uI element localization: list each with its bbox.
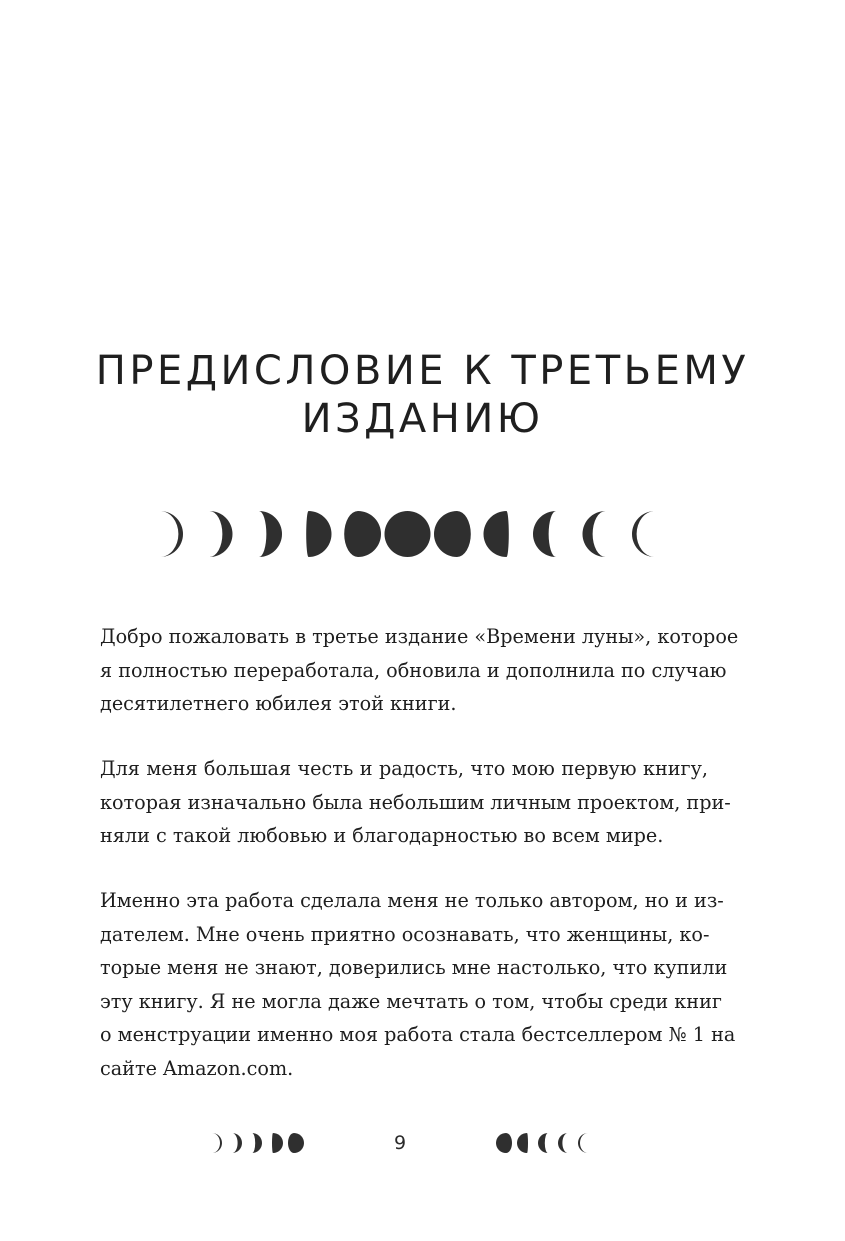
page-title-line-1: ПРЕДИСЛОВИЕ К ТРЕТЬЕМУ [95,348,750,394]
paragraph-3 [100,884,736,1085]
moon-phases-right-icon [488,1128,608,1158]
moon-phase-icon [484,511,509,557]
moon-phase-icon [344,511,381,557]
text-line: я полностью переработала, обновила и дополнила по случаю [100,658,727,682]
paragraph-1 [100,620,739,721]
moon-phase-icon [212,1133,222,1153]
moon-phase-icon [496,1133,512,1153]
moon-phase-icon [632,511,655,557]
moon-phase-icon [578,1133,588,1153]
moon-phase-icon [259,511,282,557]
text-line: Добро пожаловать в третье издание «Времени луны», которое [100,625,739,648]
moon-phase-icon [288,1133,304,1153]
moon-phase-icon [210,511,233,557]
page-footer [0,1128,845,1158]
page-number: 9 [393,1132,407,1154]
moon-phases-left-icon [198,1128,318,1158]
text-line: десятилетнего юбилея этой книги. [100,692,457,715]
text-line: няли с такой любовью и благодарностью во всем мире. [100,824,664,847]
moon-phase-icon [434,511,471,557]
text-line: дателем. Мне очень приятно осознавать, что женщины, ко- [100,922,710,946]
paragraph-2 [100,752,731,853]
moon-phase-icon [232,1133,242,1153]
moon-phase-icon [558,1133,568,1153]
moon-phase-icon [533,511,556,557]
moon-phase-icon [538,1133,548,1153]
text-line: Для меня большая честь и радость, что мою первую книгу, [100,757,708,780]
moon-phase-icon [583,511,606,557]
text-line: о менструации именно моя работа стала бестселлером № 1 на [100,1023,736,1046]
text-line: Именно эта работа сделала меня не только автором, но и из- [100,889,724,912]
moon-phase-icon [160,511,183,557]
text-line: торые меня не знают, доверились мне настолько, что купили [100,956,728,979]
text-line: которая изначально была небольшим личным проектом, при- [100,790,731,814]
moon-phase-icon [306,511,331,557]
moon-phase-icon [252,1133,262,1153]
text-line: сайте Amazon.com. [100,1056,294,1080]
moon-phase-icon [385,511,431,557]
moon-phases-icon [0,508,845,560]
text-line: эту книгу. Я не могла даже мечтать о том, чтобы среди книг [100,989,722,1013]
moon-phases-divider [0,508,845,560]
moon-phase-icon [272,1133,283,1153]
page-title-line-2: ИЗДАНИЮ [301,396,544,442]
moon-phase-icon [517,1133,528,1153]
